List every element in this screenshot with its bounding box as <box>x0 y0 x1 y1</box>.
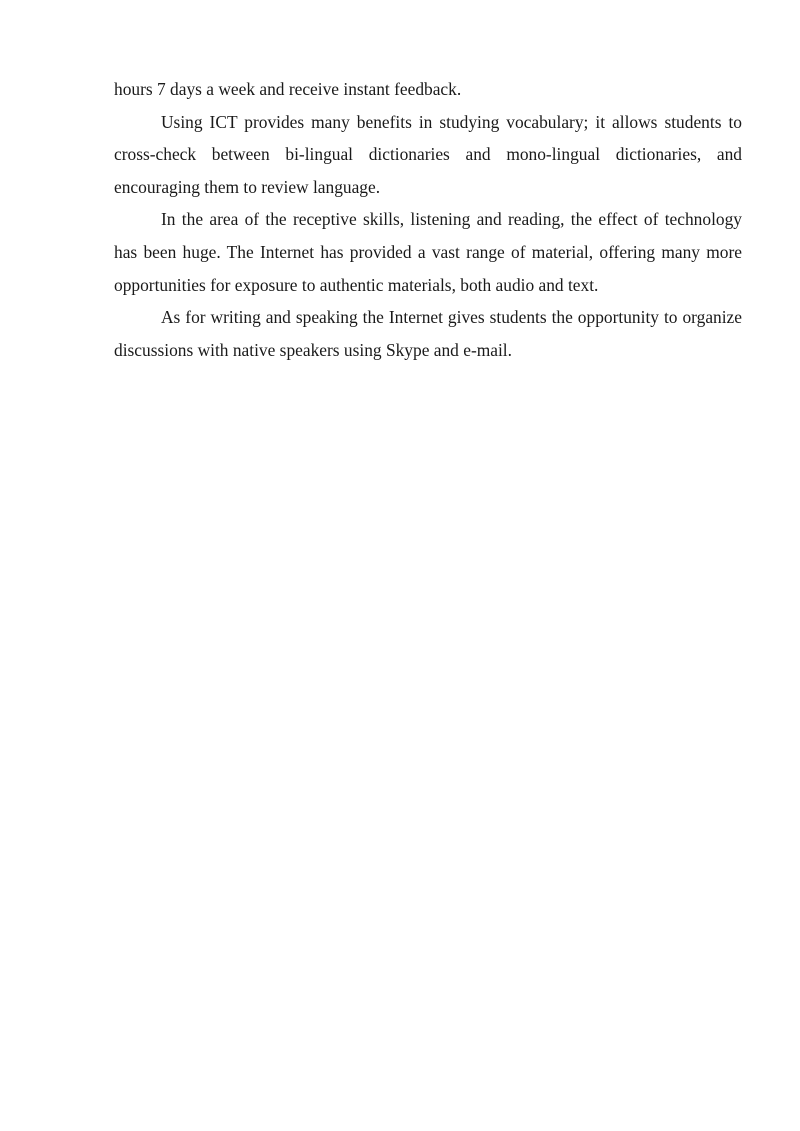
paragraph-ict-vocabulary: Using ICT provides many benefits in studying vocabulary; it allows students to cross-check between bi-lingual dictionaries and mono-lingual dictionaries, and encouraging them to review language. <box>114 111 742 197</box>
document-body <box>114 73 742 366</box>
paragraph-receptive-skills: In the area of the receptive skills, listening and reading, the effect of technology has been huge. The Internet has provided a vast range of material, offering many more opportunities for exposure to authentic materials, both audio and text. <box>114 209 742 295</box>
paragraph-continuation: hours 7 days a week and receive instant feedback. <box>114 79 462 99</box>
paragraph-writing-speaking: As for writing and speaking the Internet gives students the opportunity to organize discussions with native speakers using Skype and e-mail. <box>114 307 742 360</box>
